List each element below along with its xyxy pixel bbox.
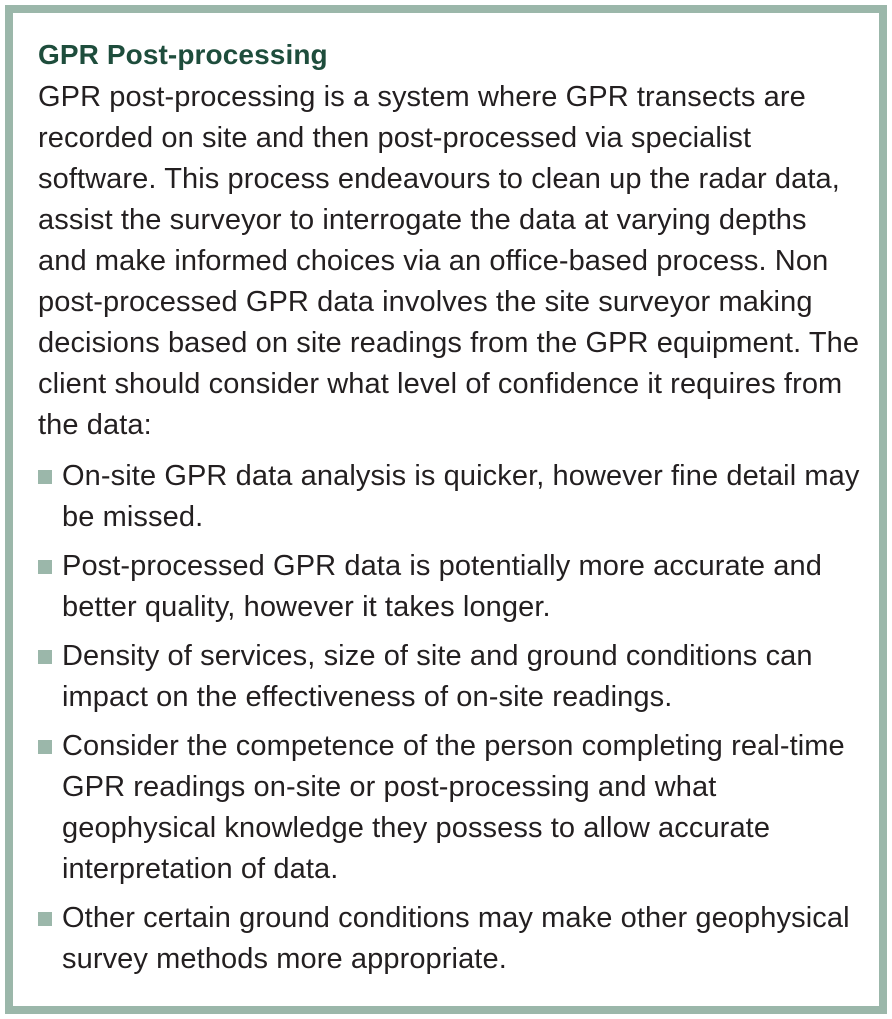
info-panel <box>5 5 887 1014</box>
square-bullet-icon <box>38 912 52 926</box>
list-item <box>38 456 861 538</box>
list-item <box>38 636 861 718</box>
list-item <box>38 726 861 890</box>
square-bullet-icon <box>38 740 52 754</box>
list-item-text: Consider the competence of the person completing real-time GPR readings on-site or post-processing and what geophysical knowledge they possess to allow accurate interpretation of data. <box>62 730 845 885</box>
square-bullet-icon <box>38 560 52 574</box>
square-bullet-icon <box>38 650 52 664</box>
list-item-text: Post-processed GPR data is potentially more accurate and better quality, however it takes longer. <box>62 550 822 623</box>
panel-title: GPR Post-processing <box>38 39 328 70</box>
list-item-text: Density of services, size of site and ground conditions can impact on the effectiveness of on-site readings. <box>62 640 813 713</box>
square-bullet-icon <box>38 470 52 484</box>
list-item <box>38 546 861 628</box>
list-item <box>38 898 861 980</box>
list-item-text: On-site GPR data analysis is quicker, however fine detail may be missed. <box>62 460 860 533</box>
bullet-list <box>38 456 861 980</box>
intro-paragraph: GPR post-processing is a system where GPR transects are recorded on site and then post-processed via specialist software. This process endeavours to clean up the radar data, assist the surveyor to interrogate the data at varying depths and make informed choices via an office-based process. Non post-processed GPR data involves the site surveyor making decisions based on site readings from the GPR equipment. The client should consider what level of confidence it requires from the data: <box>38 81 860 441</box>
list-item-text: Other certain ground conditions may make other geophysical survey methods more appropriate. <box>62 902 850 975</box>
